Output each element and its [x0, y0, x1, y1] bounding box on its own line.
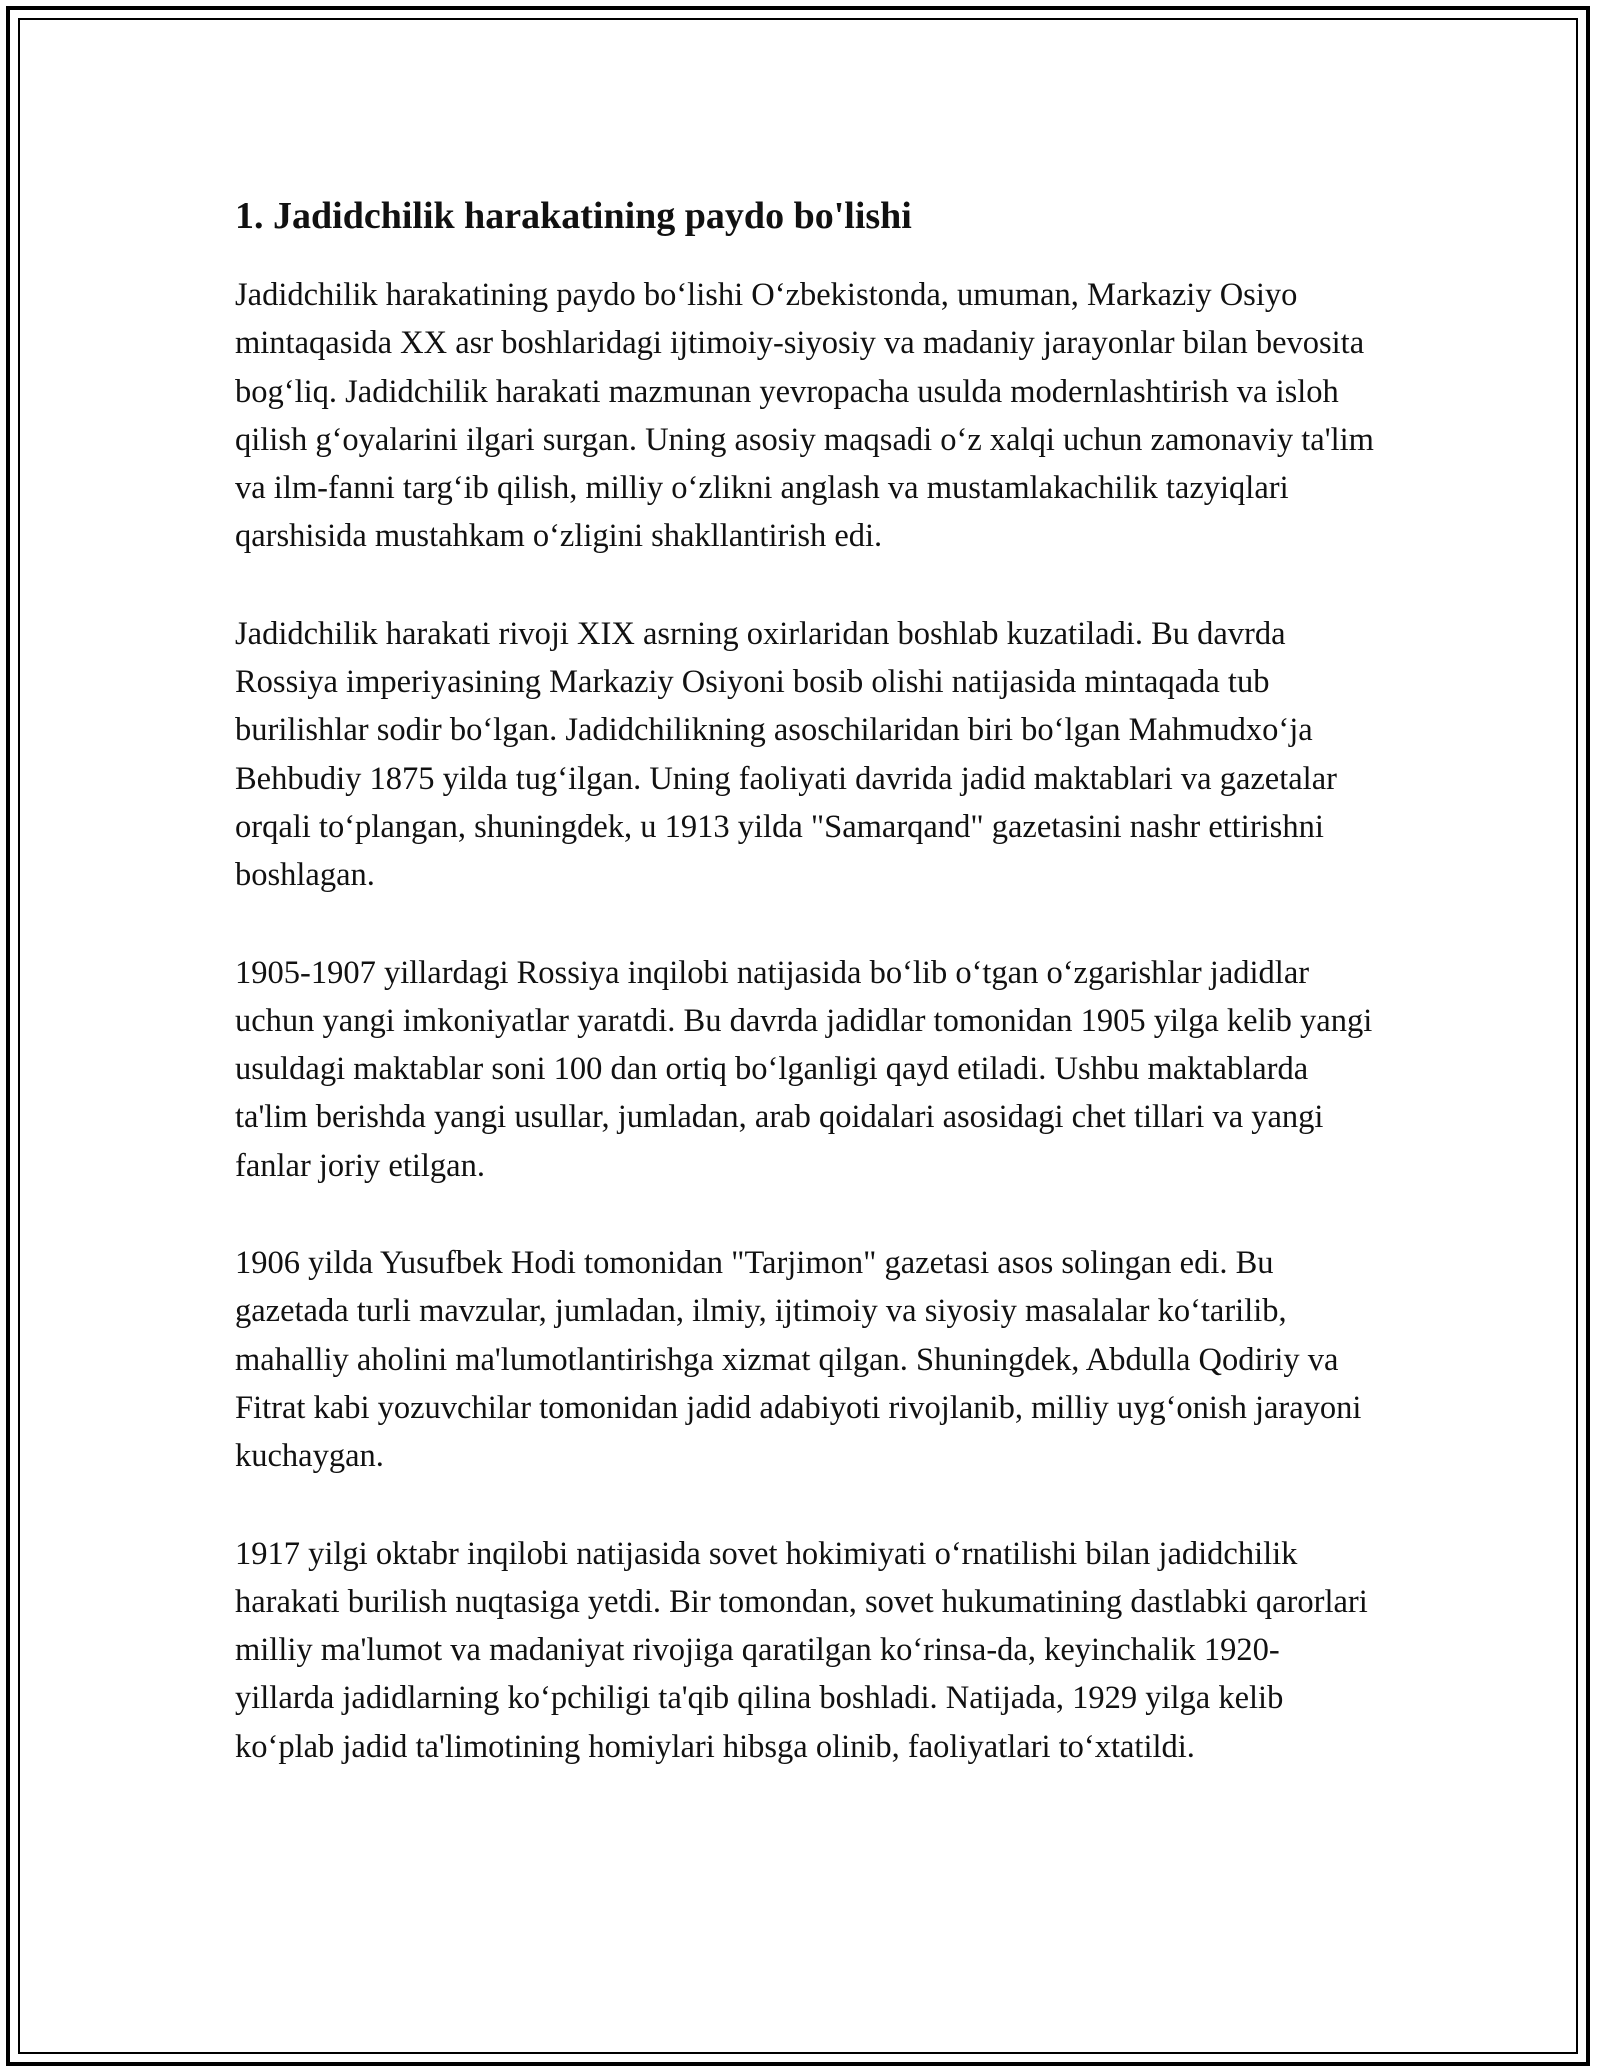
paragraph-3: 1905-1907 yillardagi Rossiya inqilobi natijasida bo‘lib o‘tgan o‘zgarishlar jadidlar uchun yangi imkoniyatlar yaratdi. Bu davrda jadidlar tomonidan 1905 yilga kelib yangi usuldagi maktablar soni 100 dan ortiq bo‘lganligi qayd etiladi. Ushbu maktablarda ta'lim berishda yangi usullar, jumladan, arab qoidalari asosidagi chet tillari va yangi fanlar joriy etilgan. — [235, 954, 1373, 1184]
paragraph-2: Jadidchilik harakati rivoji XIX asrning oxirlaridan boshlab kuzatiladi. Bu davrda Rossiya imperiyasining Markaziy Osiyoni bosib olishi natijasida mintaqada tub burilishlar sodir bo‘lgan. Jadidchilikning asoschilaridan biri bo‘lgan Mahmudxo‘ja Behbudiy 1875 yilda tug‘ilgan. Uning faoliyati davrida jadid maktablari va gazetalar orqali to‘plangan, shuningdek, u 1913 yilda "Samarqand" gazetasini nashr ettirishni boshlagan. — [235, 615, 1337, 894]
paragraph-5: 1917 yilgi oktabr inqilobi natijasida sovet hokimiyati o‘rnatilishi bilan jadidchilik harakati burilish nuqtasiga yetdi. Bir tomondan, sovet hukumatining dastlabki qarorlari milliy ma'lumot va madaniyat rivojiga qaratilgan ko‘rinsa-da, keyinchalik 1920-yillarda jadidlarning ko‘pchiligi ta'qib qilina boshladi. Natijada, 1929 yilga kelib ko‘plab jadid ta'limotining homiylari hibsga olinib, faoliyatlari to‘xtatildi. — [235, 1535, 1368, 1765]
document-body — [235, 185, 1375, 1820]
paragraph-1: Jadidchilik harakatining paydo bo‘lishi O‘zbekistonda, umuman, Markaziy Osiyo mintaqasida XX asr boshlaridagi ijtimoiy-siyosiy va madaniy jarayonlar bilan bevosita bog‘liq. Jadidchilik harakati mazmunan yevropacha usulda modernlashtirish va isloh qilish g‘oyalarini ilgari surgan. Uning asosiy maqsadi o‘z xalqi uchun zamonaviy ta'lim va ilm-fanni targ‘ib qilish, milliy o‘zlikni anglash va mustamlakachilik tazyiqlari qarshisida mustahkam o‘zligini shakllantirish edi. — [235, 277, 1374, 555]
paragraph-4: 1906 yilda Yusufbek Hodi tomonidan "Tarjimon" gazetasi asos solingan edi. Bu gazetada turli mavzular, jumladan, ilmiy, ijtimoiy va siyosiy masalalar ko‘tarilib, mahalliy aholini ma'lumotlantirishga xizmat qilgan. Shuningdek, Abdulla Qodiriy va Fitrat kabi yozuvchilar tomonidan jadid adabiyoti rivojlanib, milliy uyg‘onish jarayoni kuchaygan. — [235, 1245, 1362, 1475]
section-heading: 1. Jadidchilik harakatining paydo bo'lishi — [235, 195, 912, 237]
